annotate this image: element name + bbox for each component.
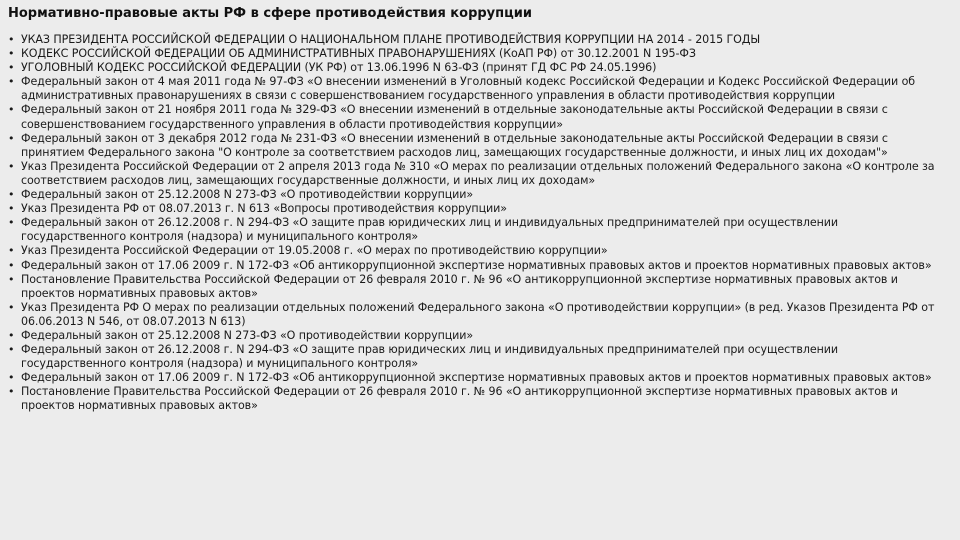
list-item-text: Федеральный закон от 26.12.2008 г. N 294-ФЗ «О защите прав юридических лиц и индивидуальных предпринимателей при осуществлении государственного контроля (надзора) и муниципального контроля» <box>21 216 838 244</box>
bullet-icon: • <box>8 103 15 117</box>
list-item-text: Указ Президента Российской Федерации от 2 апреля 2013 года № 310 «О мерах по реализации отдельных положений Федерального закона «О контроле за соответствием расходов лиц, замещающих государственные должности, и иных лиц их доходам» <box>21 159 935 187</box>
list-item <box>8 33 936 47</box>
list-item-text: Федеральный закон от 17.06 2009 г. N 172-ФЗ «Об антикоррупционной экспертизе нормативных правовых актов и проектов нормативных правовых актов» <box>21 371 932 385</box>
list-item <box>8 47 936 61</box>
bullet-icon: • <box>8 61 15 75</box>
bullet-icon: • <box>8 188 15 202</box>
list-item <box>8 329 936 343</box>
list-item <box>8 259 936 273</box>
page-title: Нормативно-правовые акты РФ в сфере противодействия коррупции <box>8 6 532 21</box>
list-item <box>8 371 936 385</box>
list-item-text: УКАЗ ПРЕЗИДЕНТА РОССИЙСКОЙ ФЕДЕРАЦИИ О НАЦИОНАЛЬНОМ ПЛАНЕ ПРОТИВОДЕЙСТВИЯ КОРРУПЦИИ НА 2014 - 2015 ГОДЫ <box>21 33 761 46</box>
bullet-icon: • <box>8 33 15 46</box>
bullet-icon: • <box>8 300 15 314</box>
legal-acts-list <box>8 33 936 414</box>
bullet-icon: • <box>8 75 15 89</box>
list-item-text: Федеральный закон от 21 ноября 2011 года № 329-ФЗ «О внесении изменений в отдельные законодательные акты Российской Федерации в связи с совершенствованием государственного управления в области противодействия коррупции» <box>21 103 888 131</box>
bullet-icon: • <box>8 258 15 272</box>
list-item <box>8 273 936 301</box>
list-item-text: Указ Президента РФ О мерах по реализации отдельных положений Федерального закона «О противодействии коррупции» (в ред. Указов Президента РФ от 06.06.2013 N 546, от 08.07.2013 N 613) <box>21 300 935 328</box>
list-item <box>8 202 936 216</box>
list-item-text: Федеральный закон от 26.12.2008 г. N 294-ФЗ «О защите прав юридических лиц и индивидуальных предпринимателей при осуществлении государственного контроля (надзора) и муниципального контроля» <box>21 343 838 371</box>
list-item-text: Постановление Правительства Российской Федерации от 26 февраля 2010 г. № 96 «О антикоррупционной экспертизе нормативных правовых актов и проектов нормативных правовых актов» <box>21 385 898 413</box>
bullet-icon: • <box>8 244 15 258</box>
list-item <box>8 61 936 75</box>
list-item <box>8 160 936 188</box>
list-item-text: КОДЕКС РОССИЙСКОЙ ФЕДЕРАЦИИ ОБ АДМИНИСТРАТИВНЫХ ПРАВОНАРУШЕНИЯХ (КоАП РФ) от 30.12.2001 N 195-ФЗ <box>21 47 696 61</box>
bullet-icon: • <box>8 328 15 342</box>
list-item-text: Федеральный закон от 25.12.2008 N 273-ФЗ «О противодействии коррупции» <box>21 188 474 202</box>
list-item-text: Указ Президента Российской Федерации от 19.05.2008 г. «О мерах по противодействию коррупции» <box>21 244 608 258</box>
list-item-text: Федеральный закон от 17.06 2009 г. N 172-ФЗ «Об антикоррупционной экспертизе нормативных правовых актов и проектов нормативных правовых актов» <box>21 258 932 272</box>
list-item-text: Указ Президента РФ от 08.07.2013 г. N 613 «Вопросы противодействия коррупции» <box>21 202 507 216</box>
list-item-text: Федеральный закон от 25.12.2008 N 273-ФЗ «О противодействии коррупции» <box>21 328 474 342</box>
list-item <box>8 103 936 131</box>
list-item-text: Федеральный закон от 3 декабря 2012 года № 231-ФЗ «О внесении изменений в отдельные законодательные акты Российской Федерации в связи с принятием Федерального закона "О контроле за соответствием расходов лиц, замещающих государственные должности, и иных лиц их доходам"» <box>21 131 888 159</box>
list-item <box>8 244 936 258</box>
list-item <box>8 75 936 103</box>
bullet-icon: • <box>8 343 15 357</box>
bullet-icon: • <box>8 385 15 399</box>
bullet-icon: • <box>8 272 15 286</box>
list-item <box>8 385 936 413</box>
list-item <box>8 343 936 371</box>
list-item-text: Федеральный закон от 4 мая 2011 года № 97-ФЗ «О внесении изменений в Уголовный кодекс Российской Федерации и Кодекс Российской Федерации об административных правонарушениях в связи с совершенствованием государственного управления в области противодействия коррупции <box>21 75 916 103</box>
list-item <box>8 301 936 329</box>
bullet-icon: • <box>8 202 15 216</box>
bullet-icon: • <box>8 159 15 173</box>
list-item <box>8 216 936 244</box>
bullet-icon: • <box>8 371 15 385</box>
list-item <box>8 132 936 160</box>
bullet-icon: • <box>8 47 15 61</box>
bullet-icon: • <box>8 131 15 145</box>
list-item-text: Постановление Правительства Российской Федерации от 26 февраля 2010 г. № 96 «О антикоррупционной экспертизе нормативных правовых актов и проектов нормативных правовых актов» <box>21 272 898 300</box>
list-item <box>8 188 936 202</box>
bullet-icon: • <box>8 216 15 230</box>
list-item-text: УГОЛОВНЫЙ КОДЕКС РОССИЙСКОЙ ФЕДЕРАЦИИ (УК РФ) от 13.06.1996 N 63-ФЗ (принят ГД ФС РФ 24.05.1996) <box>21 61 657 75</box>
